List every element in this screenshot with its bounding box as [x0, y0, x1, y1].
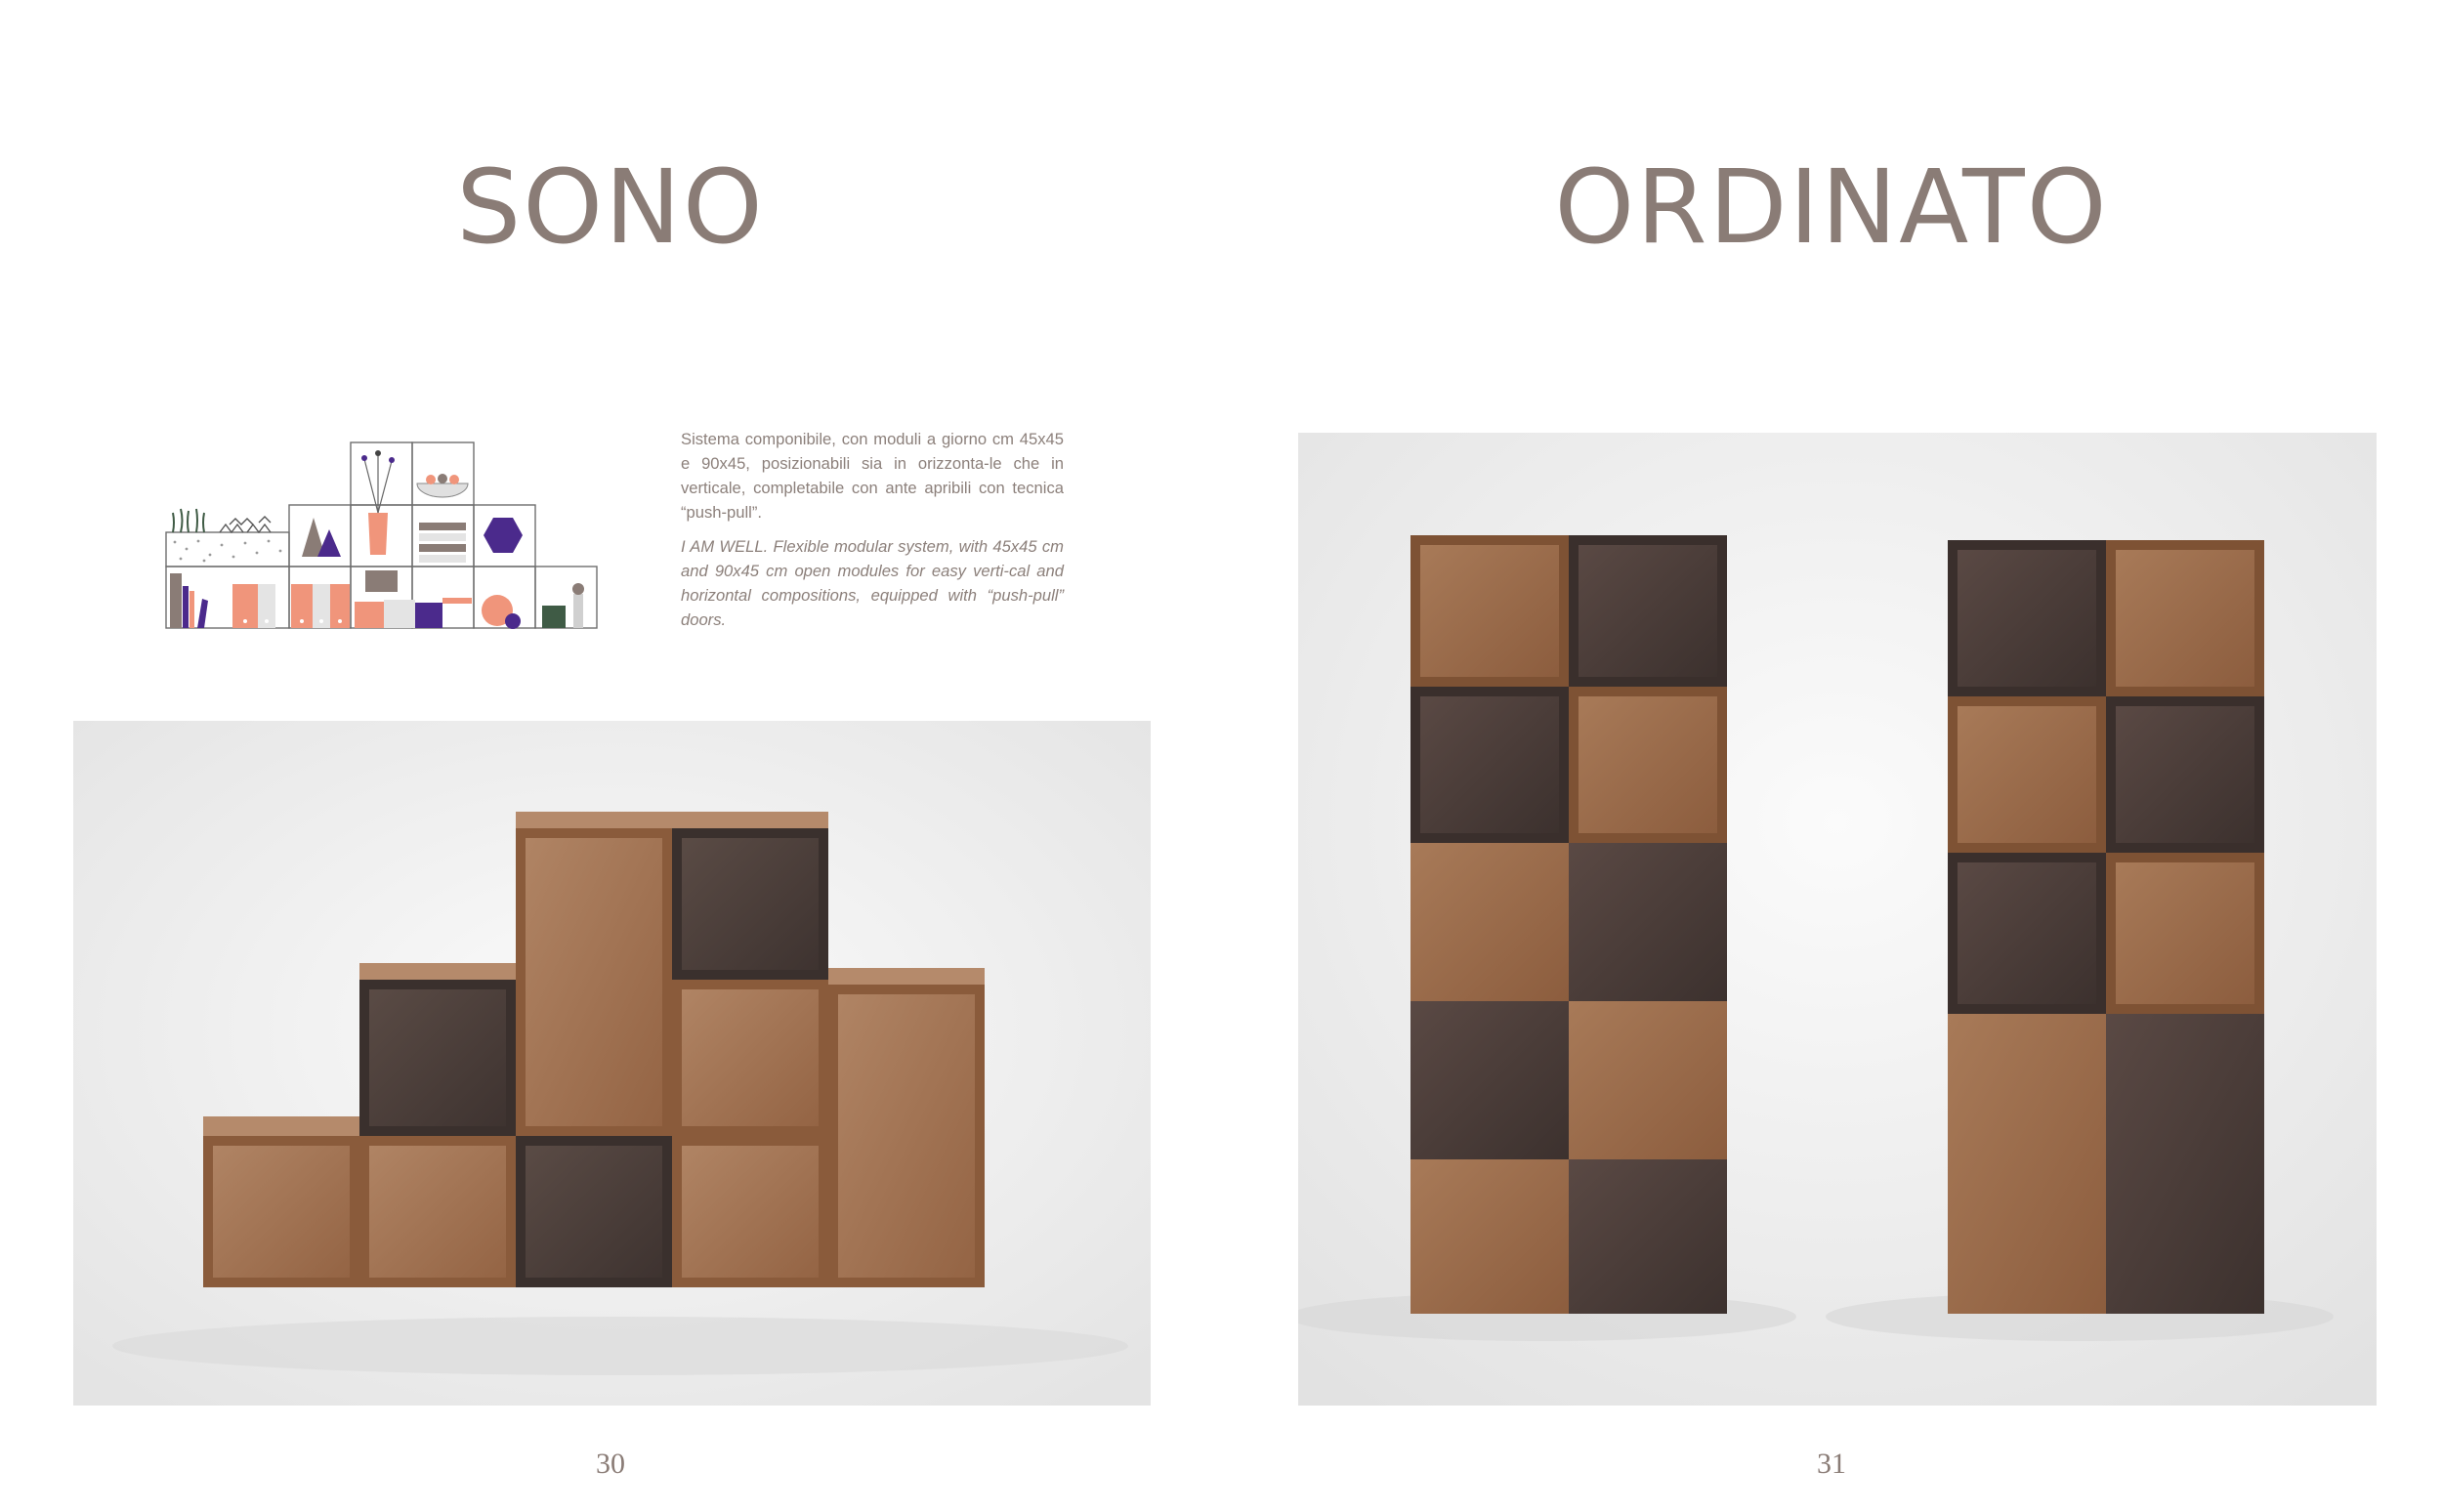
product-description: [681, 427, 1064, 642]
photo-tall-bookcases: [1298, 433, 2377, 1406]
page-number-left: 30: [596, 1448, 625, 1480]
modular-shelving-illustration-icon: [161, 440, 610, 635]
page-number-right: 31: [1817, 1448, 1846, 1480]
page-heading-right: ORDINATO: [1554, 147, 2109, 267]
right-page: [1221, 0, 2442, 1512]
photo-step-composition: [73, 721, 1151, 1406]
description-italian: Sistema componibile, con moduli a giorno cm 45x45 e 90x45, posizionabili sia in orizzonta-le che in verticale, completabile con ante apribili con tecnica “push-pull”.: [681, 430, 1064, 522]
page-heading-left: SONO: [456, 147, 765, 267]
description-english: I AM WELL. Flexible modular system, with 45x45 cm and 90x45 cm open modules for easy verti-cal and horizontal compositions, equipped with “push-pull” doors.: [681, 537, 1064, 629]
